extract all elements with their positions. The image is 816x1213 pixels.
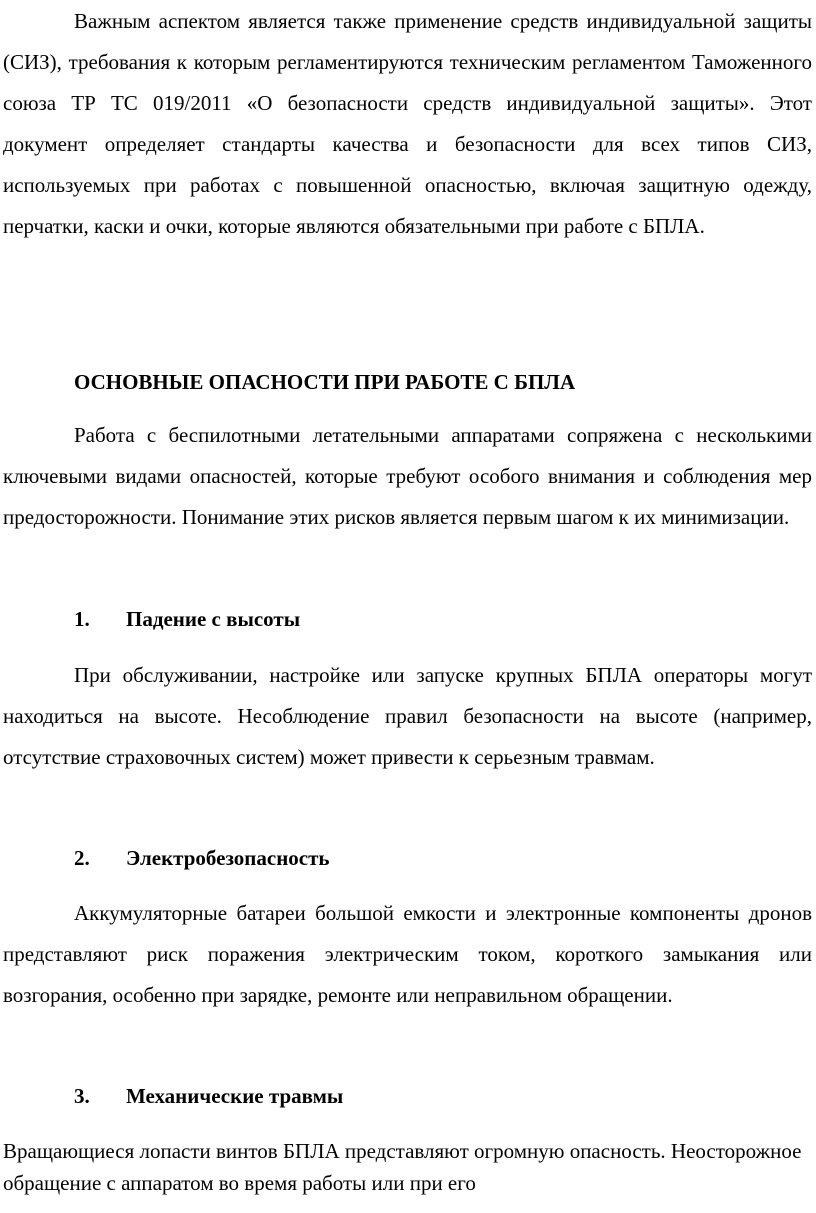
section-title: ОСНОВНЫЕ ОПАСНОСТИ ПРИ РАБОТЕ С БПЛА — [74, 370, 576, 394]
hazard-title: Падение с высоты — [126, 607, 301, 631]
section-intro-paragraph: Работа с беспилотными летательными аппаратами сопряжена с несколькими ключевыми видами опасностей, которые требуют особого внимания и соблюдения мер предосторожности. Понимание этих рисков является первым шагом к их минимизации. — [3, 423, 812, 529]
hazard-text-1: При обслуживании, настройке или запуске крупных БПЛА операторы могут находиться на высоте. Несоблюдение правил безопасности на высоте (например, отсутствие страховочных систем) может привести к серьезным травмам. — [3, 663, 812, 769]
hazard-heading-2 — [74, 843, 330, 873]
hazard-heading-1 — [74, 604, 300, 634]
hazard-number: 1. — [74, 607, 90, 631]
intro-paragraph: Важным аспектом является также применение средств индивидуальной защиты (СИЗ), требования к которым регламентируются техническим регламентом Таможенного союза ТР ТС 019/2011 «О безопасности средств индивидуальной защиты». Этот документ определяет стандарты качества и безопасности для всех типов СИЗ, используемых при работах с повышенной опасностью, включая защитную одежду, перчатки, каски и очки, которые являются обязательными при работе с БПЛА. — [3, 9, 812, 238]
hazard-text-2: Аккумуляторные батареи большой емкости и электронные компоненты дронов представляют риск поражения электрическим током, короткого замыкания или возгорания, особенно при зарядке, ремонте или неправильном обращении. — [3, 901, 812, 1007]
hazard-title: Механические травмы — [126, 1084, 344, 1108]
hazard-text-3: Вращающиеся лопасти винтов БПЛА представляют огромную опасность. Неосторожное обращение с аппаратом во время работы или при его — [3, 1139, 802, 1195]
hazard-number: 2. — [74, 846, 90, 870]
hazard-title: Электробезопасность — [126, 846, 330, 870]
hazard-heading-3 — [74, 1081, 343, 1111]
hazard-number: 3. — [74, 1084, 90, 1108]
